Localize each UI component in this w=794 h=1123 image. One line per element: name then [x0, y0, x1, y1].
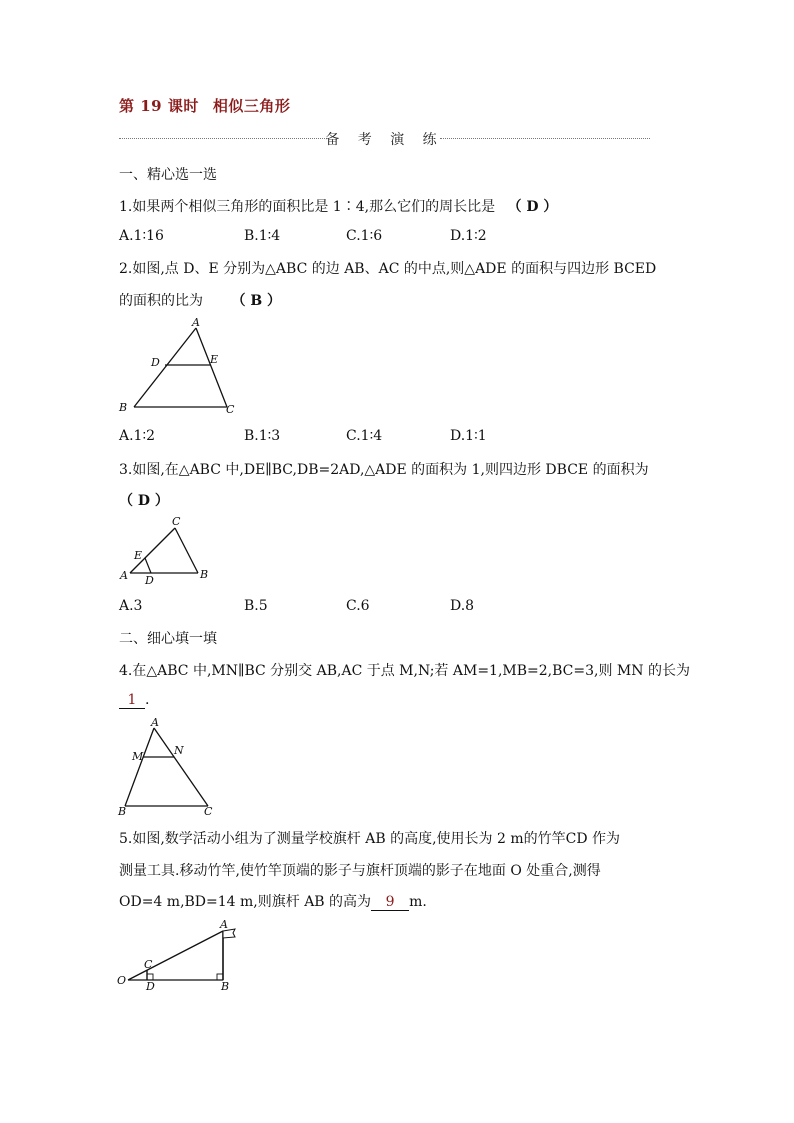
question-3-answer: （ D ） — [119, 493, 169, 509]
question-5-line-1: 5.如图,数学活动小组为了测量学校旗杆 AB 的高度,使用长为 2 m的竹竿CD 作为 — [119, 831, 621, 847]
q3-option-a: A.3 — [119, 598, 143, 614]
question-2-line-2 — [119, 290, 281, 310]
question-2-answer: （ B ） — [231, 293, 282, 309]
figure-q5-flagpole — [114, 916, 244, 992]
question-1-text: 1.如果两个相似三角形的面积比是 1∶4,那么它们的周长比是 — [119, 199, 496, 215]
q3-segment-de — [145, 558, 151, 573]
q2-option-c: C.1∶4 — [346, 428, 383, 444]
question-3-line-2 — [119, 490, 169, 510]
q5-label-a: A — [220, 918, 228, 931]
figure-q3-triangle — [114, 512, 214, 588]
q3-label-b: B — [200, 568, 209, 581]
q3-option-d: D.8 — [450, 598, 475, 614]
q2-side-ab — [134, 328, 196, 407]
q1-option-b: B.1∶4 — [244, 228, 281, 244]
lesson-title — [119, 95, 290, 116]
q2-side-ac — [196, 328, 227, 407]
question-5-text: OD=4 m,BD=14 m,则旗杆 AB 的高为 — [119, 894, 372, 910]
q3-option-b: B.5 — [244, 598, 268, 614]
q4-side-ab — [125, 728, 154, 806]
q2-option-d: D.1∶1 — [450, 428, 487, 444]
part1-heading: 一、精心选一选 — [119, 167, 217, 183]
q3-label-e: E — [134, 549, 143, 562]
q1-option-d: D.1∶2 — [450, 228, 487, 244]
question-2-text: 的面积的比为 — [119, 293, 203, 309]
question-5-line-2: 测量工具.移动竹竿,使竹竿顶端的影子与旗杆顶端的影子在地面 O 处重合,测得 — [119, 863, 601, 879]
part2-heading: 二、细心填一填 — [119, 631, 217, 647]
question-4-line-1: 4.在△ABC 中,MN∥BC 分别交 AB,AC 于点 M,N;若 AM=1,MB=2,BC=3,则 MN 的长为 — [119, 663, 690, 679]
question-4-end: . — [145, 692, 150, 708]
question-1 — [119, 196, 557, 216]
q3-side-cb — [175, 528, 198, 573]
q5-sight-line-oa — [128, 931, 223, 980]
q3-label-d: D — [145, 574, 154, 587]
lesson-number: 第 19 课时 — [119, 97, 199, 115]
q5-label-c: C — [144, 958, 153, 971]
q5-label-b: B — [221, 980, 230, 992]
question-4-line-2 — [119, 692, 149, 709]
question-5-line-3 — [119, 891, 427, 911]
section-label: 备 考 演 练 — [325, 132, 444, 148]
q2-option-a: A.1∶2 — [119, 428, 156, 444]
q2-label-a: A — [192, 316, 200, 329]
divider-dots-right — [440, 138, 650, 139]
q1-option-a: A.1∶16 — [119, 228, 164, 244]
question-4-answer: 1 — [119, 692, 145, 709]
q3-label-a: A — [120, 569, 128, 582]
q4-label-a: A — [151, 716, 159, 729]
q4-label-n: N — [174, 744, 184, 757]
q3-label-c: C — [172, 515, 181, 528]
q4-label-m: M — [132, 750, 144, 763]
q2-label-c: C — [226, 403, 235, 416]
q4-label-b: B — [118, 805, 127, 818]
figure-q4-triangle — [112, 714, 222, 818]
section-divider — [119, 128, 650, 150]
q2-label-d: D — [151, 356, 160, 369]
lesson-topic: 相似三角形 — [212, 97, 291, 115]
q4-label-c: C — [204, 805, 213, 818]
q1-option-c: C.1∶6 — [346, 228, 383, 244]
q5-label-o: O — [117, 974, 127, 987]
q2-option-b: B.1∶3 — [244, 428, 281, 444]
question-5-answer: 9 — [371, 894, 409, 911]
question-1-answer: （ D ） — [507, 199, 558, 215]
question-5-end: m. — [409, 894, 427, 910]
q5-label-d: D — [146, 980, 155, 992]
q3-option-c: C.6 — [346, 598, 370, 614]
figure-q2-triangle — [112, 314, 242, 416]
question-2-line-1: 2.如图,点 D、E 分别为△ABC 的边 AB、AC 的中点,则△ADE 的面积与四边形 BCED — [119, 261, 657, 277]
q4-side-ac — [154, 728, 208, 806]
q2-label-e: E — [210, 353, 219, 366]
q2-label-b: B — [119, 401, 128, 414]
question-3-line-1: 3.如图,在△ABC 中,DE∥BC,DB=2AD,△ADE 的面积为 1,则四边形 DBCE 的面积为 — [119, 462, 649, 478]
